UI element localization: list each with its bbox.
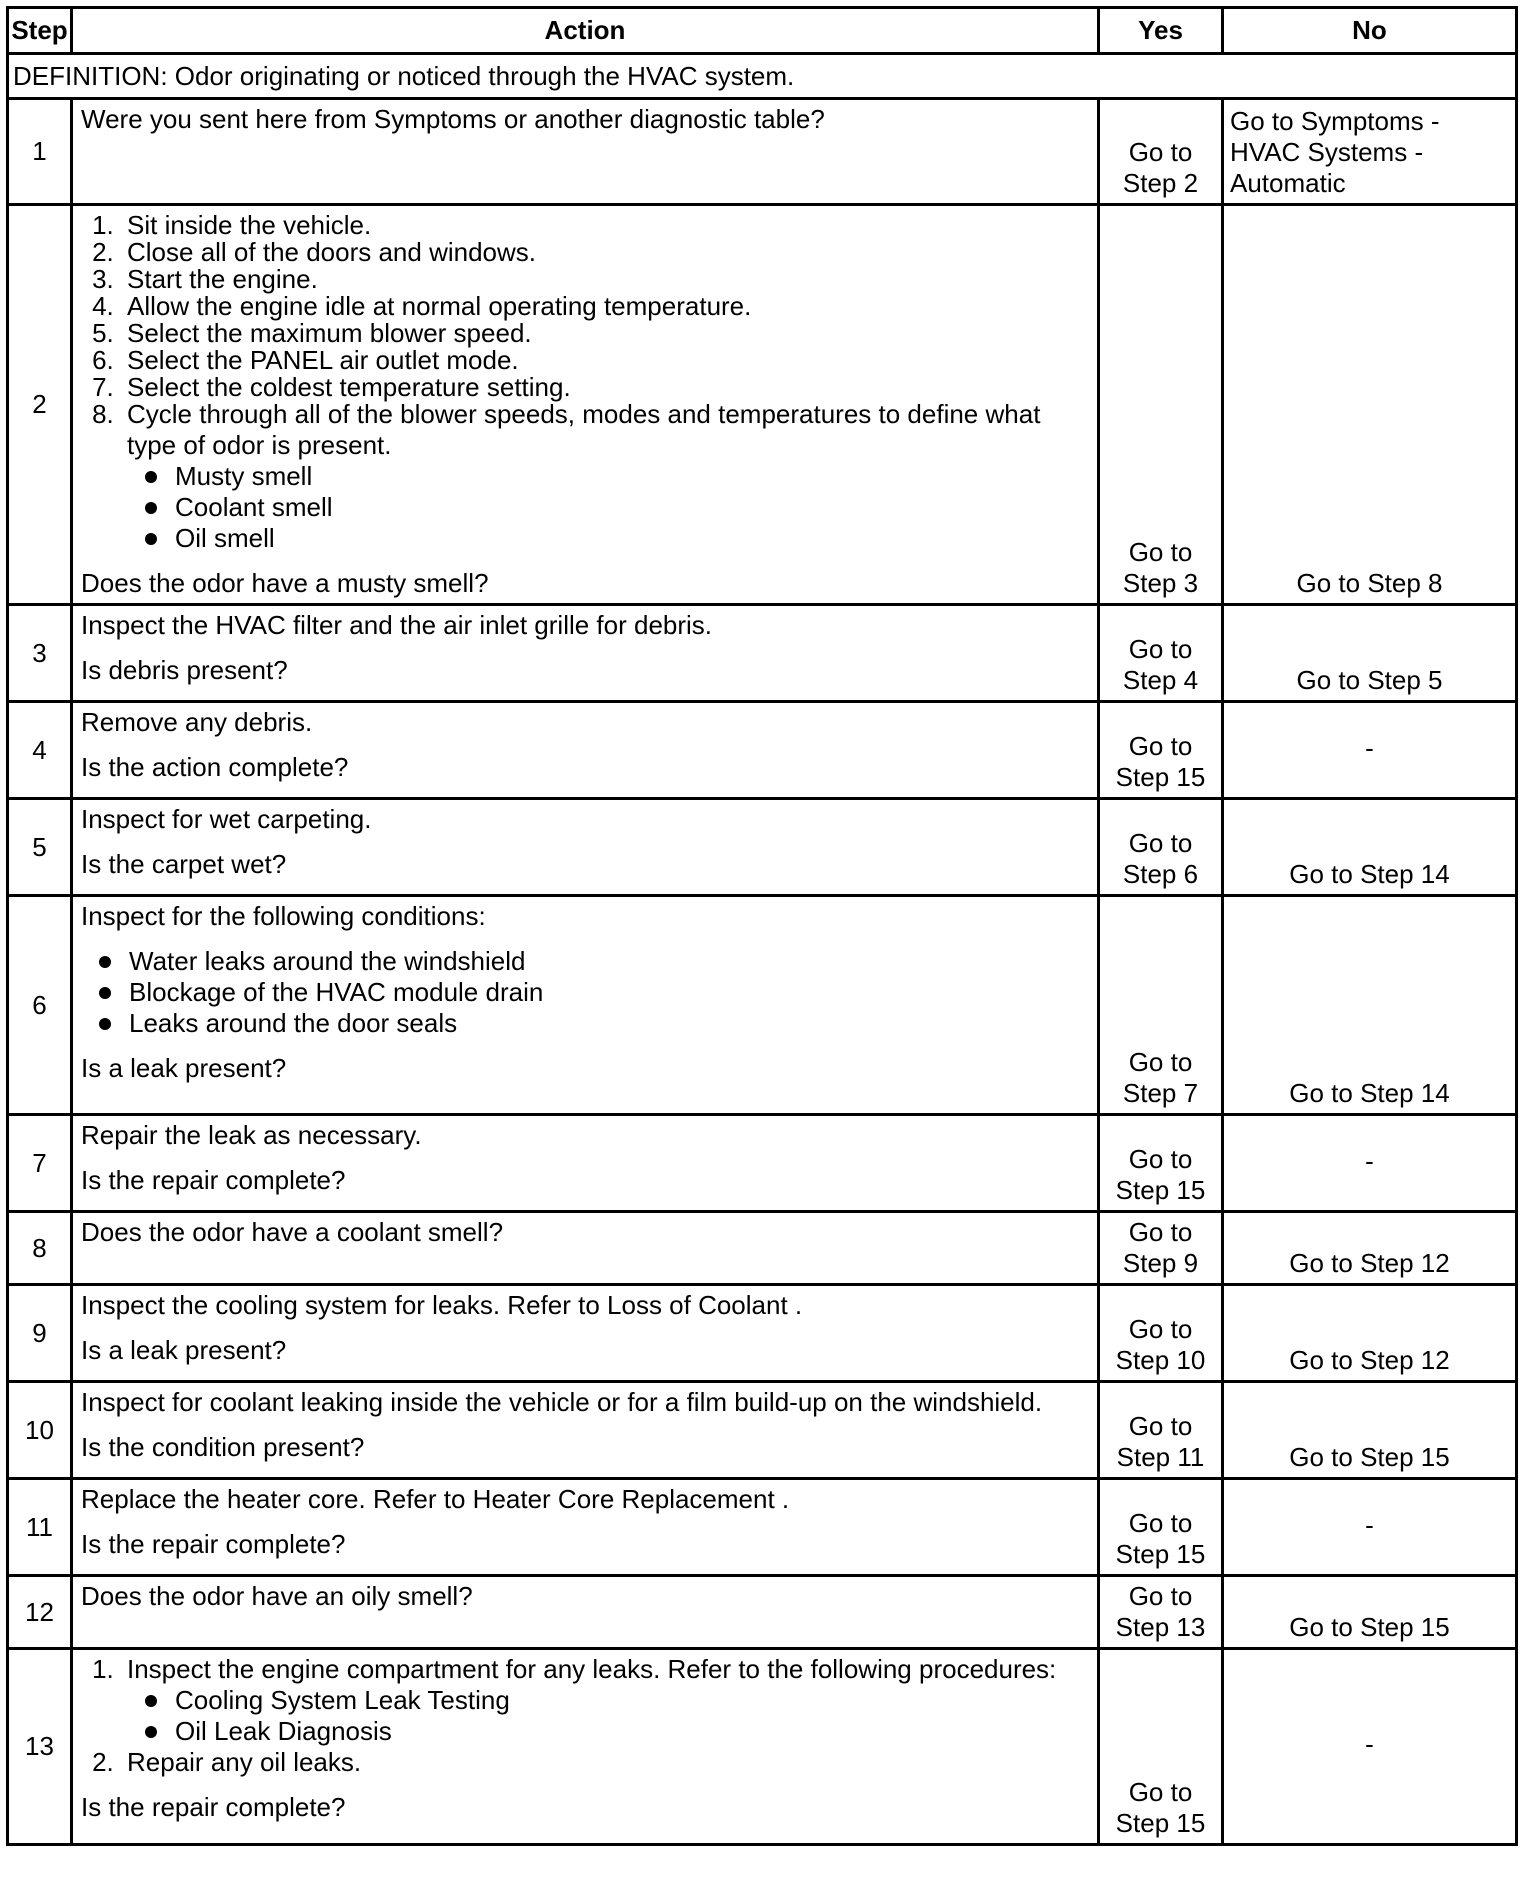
procedure-item-text: Inspect the engine compartment for any leaks. Refer to the following procedures: xyxy=(127,1654,1057,1684)
header-no: No xyxy=(1223,8,1517,54)
action-text: Repair the leak as necessary. xyxy=(81,1120,422,1150)
procedure-item xyxy=(121,399,1089,554)
no-cell: Go to Step 14 xyxy=(1223,896,1517,1115)
yes-cell: Go to Step 10 xyxy=(1099,1285,1223,1382)
bullet-item: Leaks around the door seals xyxy=(129,1008,1089,1039)
no-cell: - xyxy=(1223,702,1517,799)
step-number: 7 xyxy=(8,1115,72,1212)
no-cell: Go to Step 12 xyxy=(1223,1212,1517,1285)
no-cell: Go to Step 8 xyxy=(1223,205,1517,605)
action-question: Does the odor have a musty smell? xyxy=(81,568,489,598)
table-row xyxy=(8,1285,1517,1382)
action-cell xyxy=(72,605,1099,702)
procedure-item: 5. Select the maximum blower speed. xyxy=(121,318,1089,349)
procedure-item: 6. Select the PANEL air outlet mode. xyxy=(121,345,1089,376)
yes-cell: Go to Step 15 xyxy=(1099,1115,1223,1212)
table-row xyxy=(8,605,1517,702)
table-row xyxy=(8,1382,1517,1479)
step-number: 13 xyxy=(8,1649,72,1845)
bullet-item: Water leaks around the windshield xyxy=(129,946,1089,977)
action-question: Does the odor have an oily smell? xyxy=(81,1581,473,1611)
action-text: Inspect for the following conditions: xyxy=(81,901,486,931)
no-cell: - xyxy=(1223,1479,1517,1576)
table-row xyxy=(8,896,1517,1115)
header-action: Action xyxy=(72,8,1099,54)
action-question: Is a leak present? xyxy=(81,1335,287,1365)
procedure-item: 1. Sit inside the vehicle. xyxy=(121,210,1089,241)
table-row xyxy=(8,702,1517,799)
action-cell xyxy=(72,1382,1099,1479)
step-number: 3 xyxy=(8,605,72,702)
action-cell xyxy=(72,799,1099,896)
step-number: 4 xyxy=(8,702,72,799)
yes-cell: Go to Step 9 xyxy=(1099,1212,1223,1285)
action-question: Does the odor have a coolant smell? xyxy=(81,1217,504,1247)
yes-cell: Go to Step 13 xyxy=(1099,1576,1223,1649)
no-cell: Go to Step 15 xyxy=(1223,1382,1517,1479)
step-number: 6 xyxy=(8,896,72,1115)
yes-cell: Go to Step 2 xyxy=(1099,99,1223,205)
step-number: 2 xyxy=(8,205,72,605)
procedure-item: 7. Select the coldest temperature setting. xyxy=(121,372,1089,403)
step-number: 12 xyxy=(8,1576,72,1649)
no-cell: Go to Step 12 xyxy=(1223,1285,1517,1382)
yes-cell: Go to Step 7 xyxy=(1099,896,1223,1115)
action-cell xyxy=(72,99,1099,205)
step-number: 9 xyxy=(8,1285,72,1382)
definition-text: DEFINITION: Odor originating or noticed through the HVAC system. xyxy=(8,54,1517,99)
procedure-list xyxy=(81,210,1089,554)
action-text: Inspect the cooling system for leaks. Refer to Loss of Coolant . xyxy=(81,1290,803,1320)
step-number: 11 xyxy=(8,1479,72,1576)
action-question: Is the repair complete? xyxy=(81,1165,346,1195)
bullet-list xyxy=(127,1685,1089,1747)
yes-cell: Go to Step 15 xyxy=(1099,702,1223,799)
no-cell: - xyxy=(1223,1649,1517,1845)
no-cell: Go to Step 5 xyxy=(1223,605,1517,702)
procedure-item: 4. Allow the engine idle at normal operating temperature. xyxy=(121,291,1089,322)
action-question: Is a leak present? xyxy=(81,1053,287,1083)
action-question: Is the repair complete? xyxy=(81,1529,346,1559)
procedure-list xyxy=(81,1654,1089,1778)
action-text: Remove any debris. xyxy=(81,707,313,737)
step-number: 1 xyxy=(8,99,72,205)
action-question: Is the condition present? xyxy=(81,1432,365,1462)
action-text: Inspect the HVAC filter and the air inlet grille for debris. xyxy=(81,610,713,640)
yes-cell: Go to Step 6 xyxy=(1099,799,1223,896)
bullet-item: Blockage of the HVAC module drain xyxy=(129,977,1089,1008)
table-row xyxy=(8,1576,1517,1649)
header-row xyxy=(8,8,1517,54)
no-cell: - xyxy=(1223,1115,1517,1212)
action-cell xyxy=(72,1115,1099,1212)
procedure-item: 2. Repair any oil leaks. xyxy=(121,1747,1089,1778)
bullet-item: Oil Leak Diagnosis xyxy=(175,1716,1089,1747)
table-row xyxy=(8,1649,1517,1845)
diagnostic-table xyxy=(6,6,1518,1846)
step-number: 5 xyxy=(8,799,72,896)
action-cell xyxy=(72,896,1099,1115)
table-row xyxy=(8,1479,1517,1576)
action-text: Inspect for coolant leaking inside the vehicle or for a film build-up on the windshield. xyxy=(81,1387,1043,1417)
yes-cell: Go to Step 11 xyxy=(1099,1382,1223,1479)
action-text: Inspect for wet carpeting. xyxy=(81,804,372,834)
action-question: Is the repair complete? xyxy=(81,1792,346,1822)
action-question: Were you sent here from Symptoms or another diagnostic table? xyxy=(81,104,825,134)
table-row xyxy=(8,1115,1517,1212)
bullet-list xyxy=(127,461,1089,554)
procedure-item-text: Cycle through all of the blower speeds, modes and temperatures to define what type of odor is present. xyxy=(127,399,1041,460)
bullet-item: Coolant smell xyxy=(175,492,1089,523)
action-cell xyxy=(72,1212,1099,1285)
yes-cell: Go to Step 4 xyxy=(1099,605,1223,702)
yes-cell: Go to Step 15 xyxy=(1099,1649,1223,1845)
table-row xyxy=(8,99,1517,205)
yes-cell: Go to Step 3 xyxy=(1099,205,1223,605)
bullet-item: Musty smell xyxy=(175,461,1089,492)
no-cell: Go to Step 14 xyxy=(1223,799,1517,896)
no-cell: Go to Step 15 xyxy=(1223,1576,1517,1649)
action-question: Is the action complete? xyxy=(81,752,349,782)
action-cell xyxy=(72,1479,1099,1576)
step-number: 8 xyxy=(8,1212,72,1285)
definition-row xyxy=(8,54,1517,99)
no-cell: Go to Symptoms - HVAC Systems - Automatic xyxy=(1223,99,1517,205)
action-text: Replace the heater core. Refer to Heater Core Replacement . xyxy=(81,1484,790,1514)
bullet-item: Cooling System Leak Testing xyxy=(175,1685,1089,1716)
action-question: Is the carpet wet? xyxy=(81,849,287,879)
table-row xyxy=(8,799,1517,896)
action-question: Is debris present? xyxy=(81,655,288,685)
procedure-item: 3. Start the engine. xyxy=(121,264,1089,295)
action-cell xyxy=(72,205,1099,605)
bullet-list xyxy=(81,946,1089,1039)
procedure-item xyxy=(121,1654,1089,1747)
table-row xyxy=(8,1212,1517,1285)
action-cell xyxy=(72,1285,1099,1382)
action-cell xyxy=(72,702,1099,799)
procedure-item: 2. Close all of the doors and windows. xyxy=(121,237,1089,268)
action-cell xyxy=(72,1576,1099,1649)
step-number: 10 xyxy=(8,1382,72,1479)
action-cell xyxy=(72,1649,1099,1845)
bullet-item: Oil smell xyxy=(175,523,1089,554)
header-step: Step xyxy=(8,8,72,54)
yes-cell: Go to Step 15 xyxy=(1099,1479,1223,1576)
header-yes: Yes xyxy=(1099,8,1223,54)
table-row xyxy=(8,205,1517,605)
